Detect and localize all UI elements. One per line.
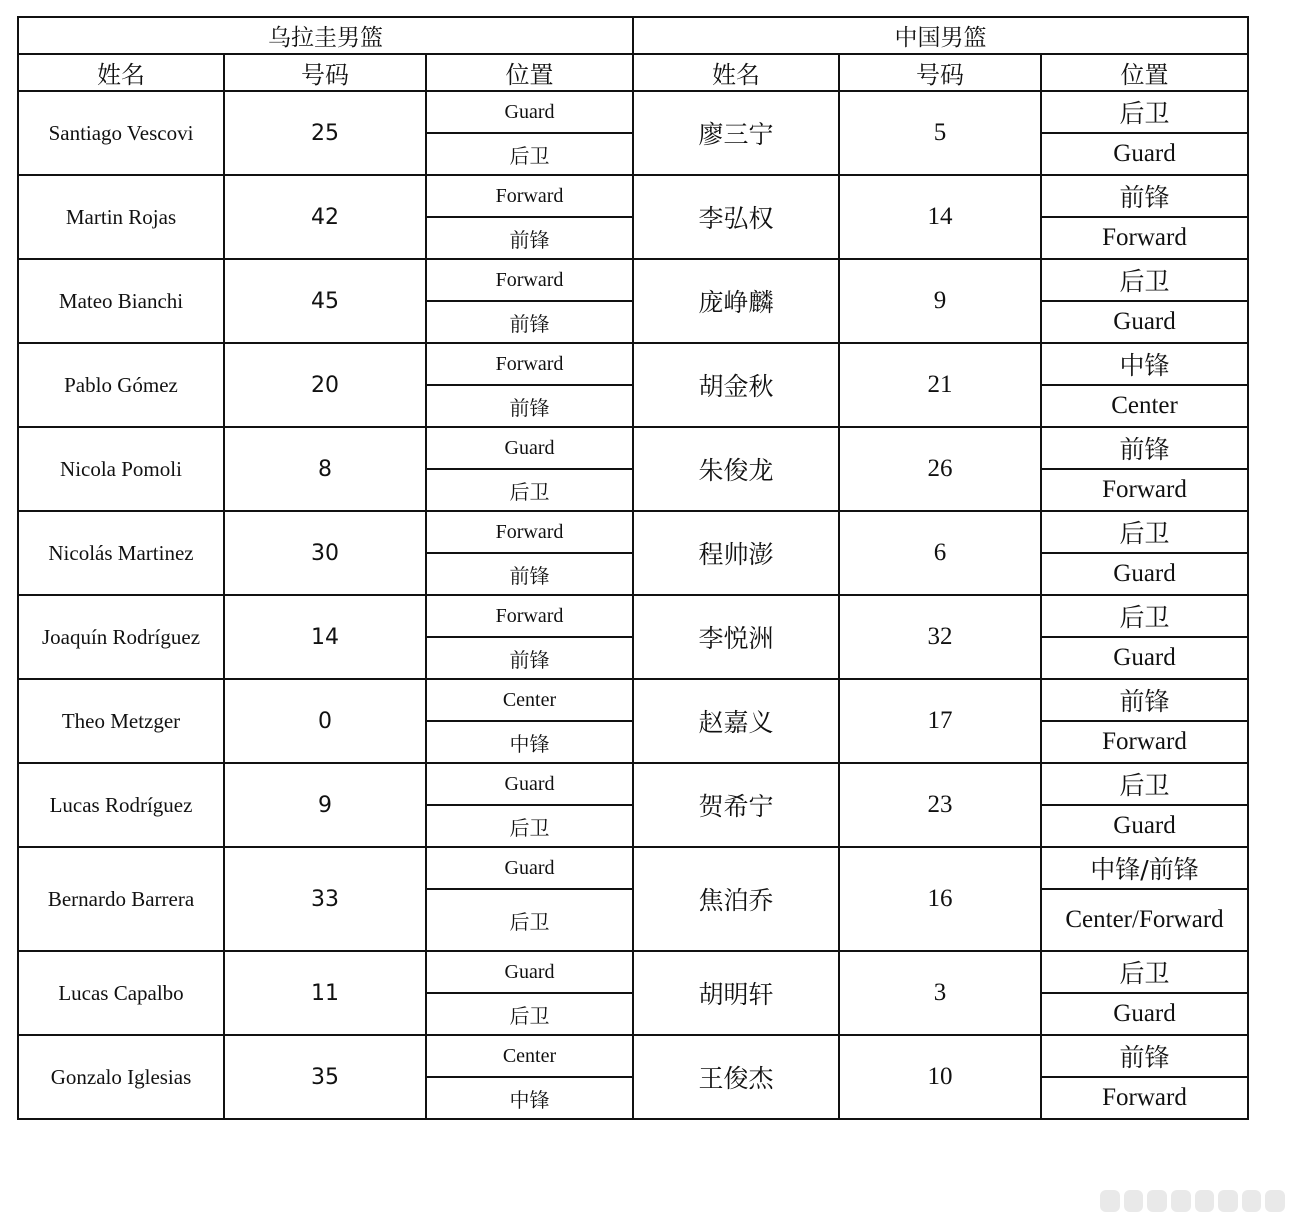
china-position-en: Forward [1041,217,1248,259]
uruguay-player-name: Pablo Gómez [18,343,224,427]
china-player-name: 廖三宁 [633,91,839,175]
uruguay-player-name: Bernardo Barrera [18,847,224,951]
table-row [18,343,1248,385]
china-player-number: 16 [839,847,1041,951]
china-player-number: 6 [839,511,1041,595]
table-row [18,595,1248,637]
uruguay-position-en: Guard [426,427,633,469]
uruguay-position-zh: 前锋 [426,217,633,259]
china-player-number: 9 [839,259,1041,343]
table-row [18,91,1248,133]
china-player-number: 26 [839,427,1041,511]
column-header-position: 位置 [1041,54,1248,91]
china-player-name: 程帅澎 [633,511,839,595]
uruguay-player-name: Santiago Vescovi [18,91,224,175]
uruguay-player-name: Theo Metzger [18,679,224,763]
uruguay-player-number: 25 [224,91,426,175]
uruguay-player-name: Joaquín Rodríguez [18,595,224,679]
china-position-zh: 后卫 [1041,595,1248,637]
china-position-en: Guard [1041,637,1248,679]
china-player-name: 庞峥麟 [633,259,839,343]
uruguay-player-number: 35 [224,1035,426,1119]
china-player-name: 李悦洲 [633,595,839,679]
china-player-number: 14 [839,175,1041,259]
uruguay-position-zh: 后卫 [426,133,633,175]
uruguay-position-en: Forward [426,175,633,217]
china-player-number: 17 [839,679,1041,763]
uruguay-position-en: Guard [426,951,633,993]
china-player-name: 焦泊乔 [633,847,839,951]
china-position-en: Guard [1041,805,1248,847]
team-title-china: 中国男篮 [633,17,1248,54]
table-row [18,175,1248,217]
china-position-zh: 后卫 [1041,951,1248,993]
china-player-name: 贺希宁 [633,763,839,847]
team-title-uruguay: 乌拉圭男篮 [18,17,633,54]
uruguay-player-number: 8 [224,427,426,511]
column-header-position: 位置 [426,54,633,91]
uruguay-position-zh: 前锋 [426,553,633,595]
china-position-zh: 前锋 [1041,679,1248,721]
uruguay-player-name: Martin Rojas [18,175,224,259]
uruguay-player-number: 20 [224,343,426,427]
uruguay-position-zh: 中锋 [426,721,633,763]
china-player-name: 赵嘉义 [633,679,839,763]
table-row [18,679,1248,721]
china-position-zh: 后卫 [1041,763,1248,805]
china-player-name: 李弘权 [633,175,839,259]
uruguay-player-number: 33 [224,847,426,951]
table-row [18,1035,1248,1077]
china-player-number: 3 [839,951,1041,1035]
china-player-number: 21 [839,343,1041,427]
table-row [18,847,1248,889]
china-player-number: 23 [839,763,1041,847]
uruguay-player-number: 9 [224,763,426,847]
uruguay-player-name: Lucas Rodríguez [18,763,224,847]
uruguay-player-name: Lucas Capalbo [18,951,224,1035]
china-position-zh: 中锋 [1041,343,1248,385]
uruguay-position-zh: 前锋 [426,637,633,679]
team-header-row [18,17,1248,54]
china-position-zh: 后卫 [1041,511,1248,553]
china-position-zh: 中锋/前锋 [1041,847,1248,889]
china-position-en: Center [1041,385,1248,427]
china-position-en: Center/Forward [1041,889,1248,951]
column-header-number: 号码 [839,54,1041,91]
uruguay-player-number: 0 [224,679,426,763]
china-position-en: Guard [1041,301,1248,343]
china-position-en: Forward [1041,469,1248,511]
china-position-zh: 前锋 [1041,427,1248,469]
uruguay-player-number: 42 [224,175,426,259]
china-player-name: 朱俊龙 [633,427,839,511]
uruguay-player-name: Nicola Pomoli [18,427,224,511]
uruguay-player-number: 45 [224,259,426,343]
column-header-number: 号码 [224,54,426,91]
uruguay-player-name: Gonzalo Iglesias [18,1035,224,1119]
china-player-name: 胡明轩 [633,951,839,1035]
uruguay-position-en: Forward [426,259,633,301]
china-player-number: 32 [839,595,1041,679]
table-row [18,259,1248,301]
roster-table [17,16,1249,1120]
uruguay-position-en: Center [426,679,633,721]
table-row [18,951,1248,993]
china-player-name: 胡金秋 [633,343,839,427]
uruguay-position-en: Guard [426,763,633,805]
uruguay-position-zh: 后卫 [426,889,633,951]
china-position-en: Guard [1041,993,1248,1035]
uruguay-position-en: Forward [426,511,633,553]
china-player-name: 王俊杰 [633,1035,839,1119]
table-row [18,763,1248,805]
uruguay-position-zh: 后卫 [426,469,633,511]
uruguay-position-en: Center [426,1035,633,1077]
china-position-zh: 后卫 [1041,259,1248,301]
uruguay-player-number: 14 [224,595,426,679]
uruguay-position-zh: 后卫 [426,805,633,847]
table-row [18,427,1248,469]
china-position-en: Forward [1041,721,1248,763]
uruguay-player-number: 11 [224,951,426,1035]
roster-body [18,91,1248,1119]
uruguay-position-zh: 中锋 [426,1077,633,1119]
uruguay-position-zh: 前锋 [426,385,633,427]
uruguay-player-name: Mateo Bianchi [18,259,224,343]
uruguay-position-zh: 前锋 [426,301,633,343]
uruguay-position-en: Forward [426,343,633,385]
china-position-en: Forward [1041,1077,1248,1119]
china-position-zh: 前锋 [1041,175,1248,217]
uruguay-position-en: Forward [426,595,633,637]
china-player-number: 10 [839,1035,1041,1119]
china-position-en: Guard [1041,133,1248,175]
column-header-row [18,54,1248,91]
uruguay-player-number: 30 [224,511,426,595]
uruguay-position-zh: 后卫 [426,993,633,1035]
china-position-zh: 前锋 [1041,1035,1248,1077]
column-header-name: 姓名 [633,54,839,91]
china-player-number: 5 [839,91,1041,175]
china-position-zh: 后卫 [1041,91,1248,133]
table-row [18,511,1248,553]
uruguay-player-name: Nicolás Martinez [18,511,224,595]
column-header-name: 姓名 [18,54,224,91]
uruguay-position-en: Guard [426,91,633,133]
uruguay-position-en: Guard [426,847,633,889]
watermark [1100,1186,1285,1216]
china-position-en: Guard [1041,553,1248,595]
